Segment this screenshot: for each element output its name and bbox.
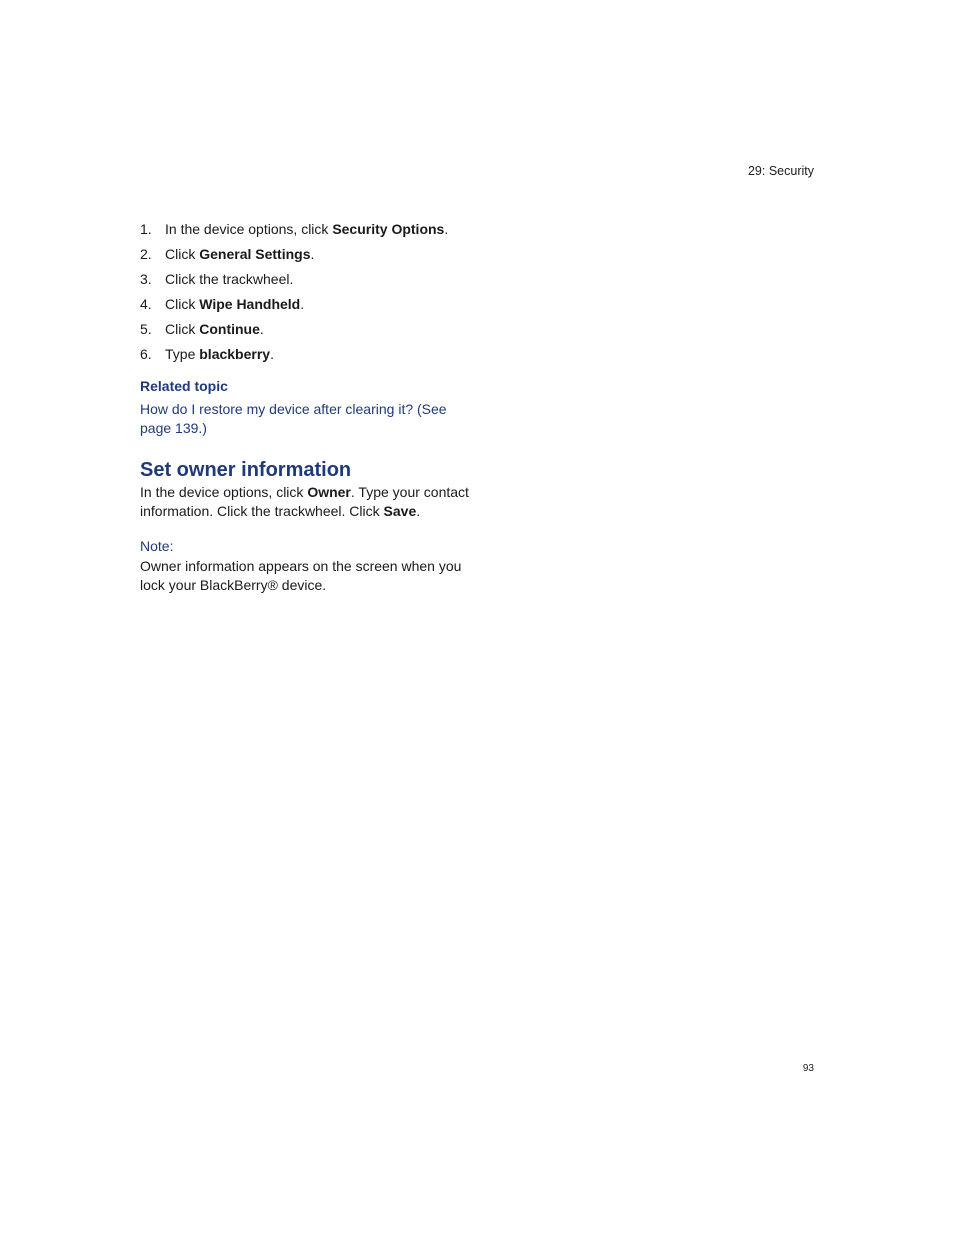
step-suffix: .: [300, 296, 305, 312]
step-text: Click: [165, 296, 200, 312]
list-item: [140, 293, 470, 318]
step-suffix: .: [310, 246, 315, 262]
main-content: [140, 218, 470, 595]
step-text: Type: [165, 346, 200, 362]
step-bold: Continue: [199, 321, 260, 337]
step-number: 6.: [140, 346, 152, 362]
step-number: 2.: [140, 246, 152, 262]
list-item: [140, 343, 470, 368]
step-bold: blackberry: [199, 346, 271, 362]
step-suffix: .: [259, 321, 264, 337]
step-text: Click: [165, 321, 200, 337]
step-number: 5.: [140, 321, 152, 337]
para-text: .: [416, 503, 421, 519]
step-number: 3.: [140, 271, 152, 287]
steps-list: [140, 218, 470, 368]
para-bold-save: Save: [383, 503, 417, 519]
running-header: 29: Security: [747, 164, 814, 178]
list-item: [140, 318, 470, 343]
note-label: Note:: [140, 538, 174, 554]
step-bold: General Settings: [199, 246, 311, 262]
para-text: In the device options, click: [140, 484, 308, 500]
para-bold-owner: Owner: [307, 484, 351, 500]
step-suffix: .: [444, 221, 449, 237]
step-number: 1.: [140, 221, 152, 237]
step-bold: Security Options: [332, 221, 445, 237]
step-suffix: .: [270, 346, 274, 362]
page-number: 93: [802, 1063, 814, 1074]
list-item: [140, 243, 470, 268]
related-topic-link[interactable]: How do I restore my device after clearing it? (See page 139.): [140, 401, 447, 436]
step-number: 4.: [140, 296, 152, 312]
step-bold: Wipe Handheld: [199, 296, 301, 312]
note-text: Owner information appears on the screen when you lock your BlackBerry® device.: [140, 558, 462, 593]
step-text: Click the trackwheel.: [165, 271, 294, 287]
owner-instructions: [140, 483, 470, 521]
list-item: [140, 218, 470, 243]
list-item: [140, 268, 470, 293]
step-text: Click: [165, 246, 200, 262]
step-text: In the device options, click: [165, 221, 333, 237]
para-text: . Type your contact information. Click the trackwheel. Click: [140, 484, 469, 519]
section-title: Set owner information: [140, 459, 352, 481]
related-topic-heading: Related topic: [140, 378, 228, 394]
